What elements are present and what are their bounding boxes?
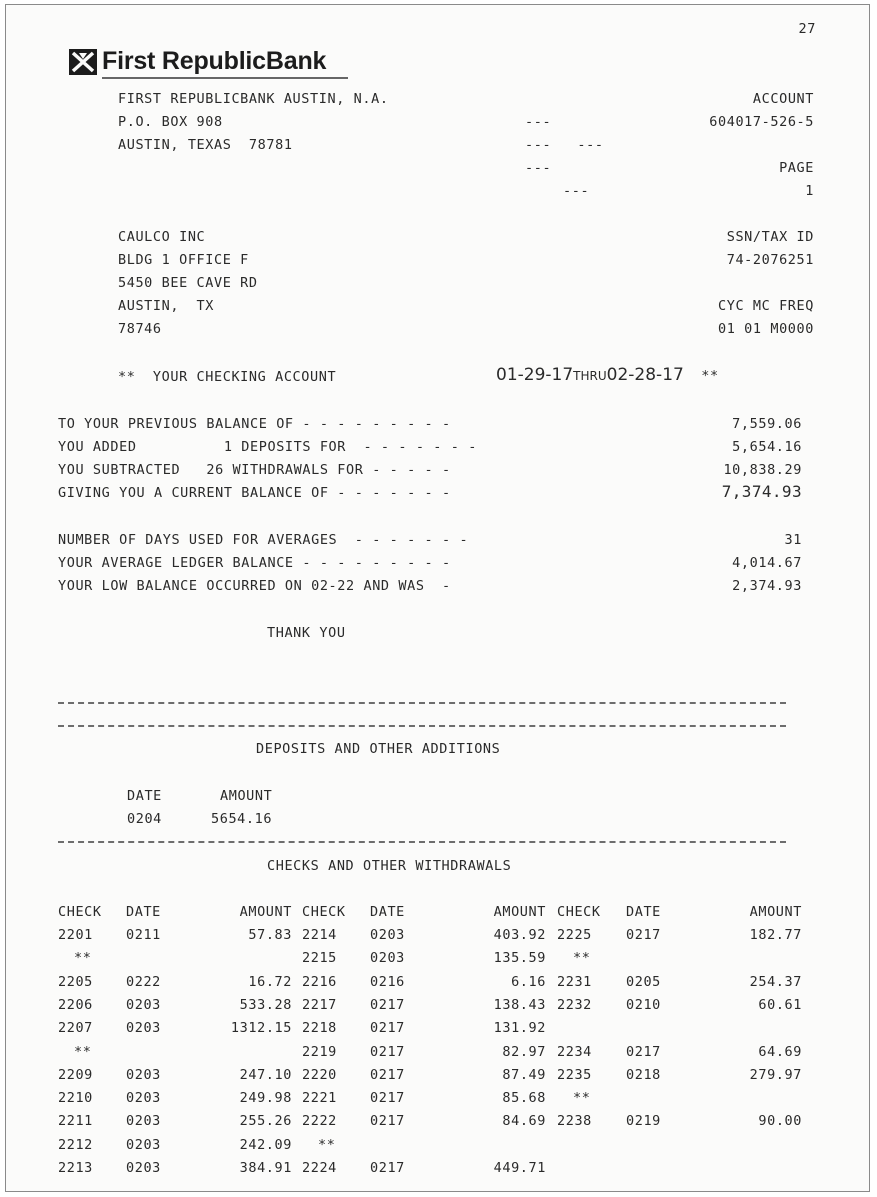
check-amount: 403.92: [493, 927, 546, 943]
check-number: 2205: [58, 974, 93, 990]
check-amount: 254.37: [749, 974, 802, 990]
check-amount: 82.97: [502, 1044, 546, 1060]
sequence-gap-marker: **: [318, 1137, 336, 1153]
page-number: 27: [798, 21, 816, 37]
check-date: 0205: [626, 974, 661, 990]
check-number: 2207: [58, 1020, 93, 1036]
deposit-amount: 5654.16: [211, 811, 273, 827]
check-date: 0217: [370, 1160, 405, 1176]
check-amount: 84.69: [502, 1113, 546, 1129]
check-number: 2213: [58, 1160, 93, 1176]
check-amount: 57.83: [248, 927, 292, 943]
check-amount: 60.61: [758, 997, 802, 1013]
check-number: 2216: [302, 974, 337, 990]
check-number: 2235: [557, 1067, 592, 1083]
check-number: 2222: [302, 1113, 337, 1129]
marker-dashes: ---: [525, 114, 552, 130]
customer-address-line: AUSTIN, TX: [118, 298, 215, 314]
check-number: 2211: [58, 1113, 93, 1129]
check-amount: 255.26: [239, 1113, 292, 1129]
period-thru: THRU: [573, 369, 607, 383]
customer-zip: 78746: [118, 321, 162, 337]
check-number: 2231: [557, 974, 592, 990]
check-amount: 64.69: [758, 1044, 802, 1060]
logo-underline: [102, 77, 348, 79]
check-number: 2206: [58, 997, 93, 1013]
bank-logo-icon: [68, 48, 98, 76]
check-amount: 249.98: [239, 1090, 292, 1106]
marker-dashes: --- ---: [525, 137, 604, 153]
period-from: 01-29-17: [496, 365, 574, 385]
check-date: 0217: [626, 1044, 661, 1060]
check-number: 2232: [557, 997, 592, 1013]
check-amount: 182.77: [749, 927, 802, 943]
tax-id-value: 74-2076251: [726, 252, 814, 268]
check-number: 2220: [302, 1067, 337, 1083]
summary-value: 7,559.06: [732, 416, 802, 432]
check-date: 0217: [370, 1020, 405, 1036]
check-date: 0203: [370, 927, 405, 943]
check-amount: 279.97: [749, 1067, 802, 1083]
withdrawals-column-header: DATE: [126, 904, 161, 920]
cycle-label: CYC MC FREQ: [717, 298, 814, 314]
withdrawals-column-header: AMOUNT: [749, 904, 802, 920]
customer-address-line: BLDG 1 OFFICE F: [118, 252, 249, 268]
check-number: 2214: [302, 927, 337, 943]
check-number: 2212: [58, 1137, 93, 1153]
check-number: 2201: [58, 927, 93, 943]
check-date: 0203: [126, 1160, 161, 1176]
average-label: YOUR LOW BALANCE OCCURRED ON 02-22 AND WAS -: [58, 578, 451, 594]
sequence-gap-marker: **: [74, 950, 92, 966]
bank-address-line1: P.O. BOX 908: [118, 114, 223, 130]
withdrawals-column-header: AMOUNT: [239, 904, 292, 920]
check-amount: 247.10: [239, 1067, 292, 1083]
check-date: 0217: [370, 997, 405, 1013]
check-number: 2215: [302, 950, 337, 966]
check-amount: 85.68: [502, 1090, 546, 1106]
customer-address-line: 5450 BEE CAVE RD: [118, 275, 258, 291]
check-date: 0216: [370, 974, 405, 990]
check-amount: 135.59: [493, 950, 546, 966]
check-date: 0211: [126, 927, 161, 943]
period-to: 02-28-17: [606, 365, 684, 385]
sequence-gap-marker: **: [74, 1044, 92, 1060]
marker-dashes: ---: [525, 160, 552, 176]
check-date: 0203: [126, 1113, 161, 1129]
average-value: 31: [784, 532, 802, 548]
check-date: 0222: [126, 974, 161, 990]
summary-value: 5,654.16: [732, 439, 802, 455]
check-number: 2217: [302, 997, 337, 1013]
summary-label: GIVING YOU A CURRENT BALANCE OF - - - - - - -: [58, 485, 451, 501]
check-number: 2224: [302, 1160, 337, 1176]
check-date: 0203: [126, 1067, 161, 1083]
check-amount: 6.16: [511, 974, 546, 990]
check-number: 2238: [557, 1113, 592, 1129]
withdrawals-column-header: DATE: [370, 904, 405, 920]
check-date: 0217: [370, 1113, 405, 1129]
page-value: 1: [805, 183, 814, 199]
average-label: NUMBER OF DAYS USED FOR AVERAGES - - - - - - -: [58, 532, 469, 548]
thank-you-text: THANK YOU: [267, 625, 346, 641]
bank-logo: [68, 46, 408, 80]
summary-label: TO YOUR PREVIOUS BALANCE OF - - - - - - - - -: [58, 416, 451, 432]
check-date: 0217: [370, 1044, 405, 1060]
check-date: 0210: [626, 997, 661, 1013]
withdrawals-column-header: CHECK: [58, 904, 102, 920]
check-number: 2210: [58, 1090, 93, 1106]
check-amount: 131.92: [493, 1020, 546, 1036]
withdrawals-column-header: CHECK: [302, 904, 346, 920]
check-amount: 242.09: [239, 1137, 292, 1153]
withdrawals-heading: CHECKS AND OTHER WITHDRAWALS: [267, 858, 512, 874]
deposit-amount-header: AMOUNT: [220, 788, 273, 804]
check-number: 2234: [557, 1044, 592, 1060]
check-amount: 1312.15: [230, 1020, 292, 1036]
bank-address-line2: AUSTIN, TEXAS 78781: [118, 137, 293, 153]
average-label: YOUR AVERAGE LEDGER BALANCE - - - - - - - - -: [58, 555, 451, 571]
check-date: 0203: [370, 950, 405, 966]
check-number: 2218: [302, 1020, 337, 1036]
check-date: 0217: [370, 1067, 405, 1083]
bank-logo-text: First RepublicBank: [102, 47, 327, 75]
check-number: 2225: [557, 927, 592, 943]
average-value: 4,014.67: [732, 555, 802, 571]
withdrawals-column-header: AMOUNT: [493, 904, 546, 920]
cycle-value: 01 01 M0000: [717, 321, 814, 337]
summary-label: YOU ADDED 1 DEPOSITS FOR - - - - - - -: [58, 439, 477, 455]
check-amount: 138.43: [493, 997, 546, 1013]
average-value: 2,374.93: [732, 578, 802, 594]
sequence-gap-marker: **: [573, 950, 591, 966]
summary-label: YOU SUBTRACTED 26 WITHDRAWALS FOR - - - - -: [58, 462, 451, 478]
check-number: 2209: [58, 1067, 93, 1083]
check-date: 0203: [126, 997, 161, 1013]
customer-name: CAULCO INC: [118, 229, 206, 245]
account-number: 604017-526-5: [709, 114, 814, 130]
dashed-divider: [58, 841, 786, 843]
check-amount: 449.71: [493, 1160, 546, 1176]
check-date: 0203: [126, 1020, 161, 1036]
check-number: 2221: [302, 1090, 337, 1106]
check-date: 0217: [370, 1090, 405, 1106]
check-amount: 87.49: [502, 1067, 546, 1083]
tax-id-label: SSN/TAX ID: [726, 229, 814, 245]
account-type-heading: ** YOUR CHECKING ACCOUNT: [118, 369, 337, 385]
withdrawals-column-header: CHECK: [557, 904, 601, 920]
sequence-gap-marker: **: [573, 1090, 591, 1106]
bank-statement-page: [5, 4, 870, 1192]
dashed-divider: [58, 702, 786, 704]
deposits-heading: DEPOSITS AND OTHER ADDITIONS: [256, 741, 501, 757]
check-amount: 533.28: [239, 997, 292, 1013]
check-amount: 384.91: [239, 1160, 292, 1176]
bank-name: FIRST REPUBLICBANK AUSTIN, N.A.: [118, 91, 389, 107]
dashed-divider: [58, 725, 786, 727]
summary-value: 10,838.29: [723, 462, 802, 478]
check-amount: 16.72: [248, 974, 292, 990]
statement-period: [496, 367, 719, 384]
page-label: PAGE: [779, 160, 814, 176]
check-date: 0218: [626, 1067, 661, 1083]
check-date: 0217: [626, 927, 661, 943]
deposit-date: 0204: [127, 811, 162, 827]
withdrawals-column-header: DATE: [626, 904, 661, 920]
deposit-date-header: DATE: [127, 788, 162, 804]
check-amount: 90.00: [758, 1113, 802, 1129]
current-balance-value: 7,374.93: [721, 482, 802, 501]
check-date: 0203: [126, 1090, 161, 1106]
check-number: 2219: [302, 1044, 337, 1060]
account-label: ACCOUNT: [752, 91, 814, 107]
check-date: 0219: [626, 1113, 661, 1129]
check-date: 0203: [126, 1137, 161, 1153]
period-stars: **: [701, 368, 719, 384]
marker-dashes: ---: [563, 183, 590, 199]
